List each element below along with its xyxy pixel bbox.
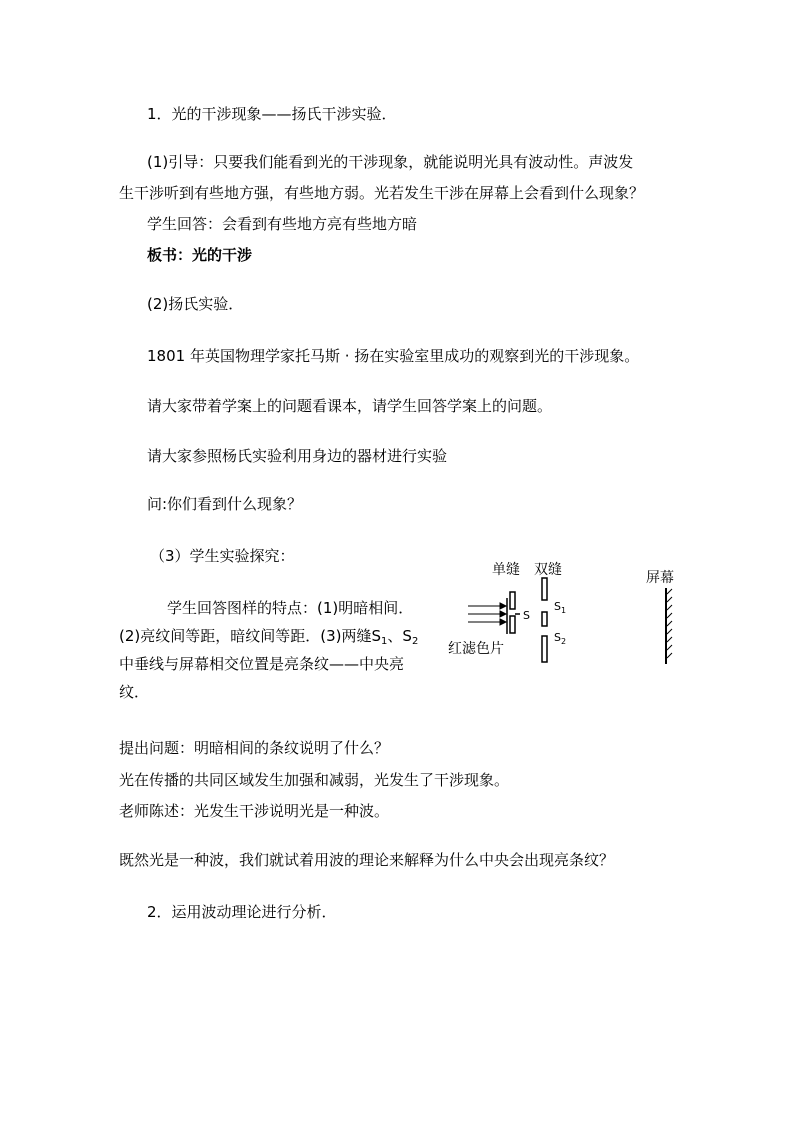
- ask-question: 提出问题：明暗相间的条纹说明了什么？: [119, 739, 390, 757]
- single-slit-label: 单缝: [492, 562, 520, 578]
- young-experiment-title: (2)扬氏实验．: [147, 295, 244, 313]
- s2-label: $S_2$: [554, 631, 567, 646]
- viewing-screen: [666, 588, 672, 664]
- since-wave-text: 既然光是一种波，我们就试着用波的理论来解释为什么中央会出现亮条纹？: [119, 851, 615, 869]
- question-text: 问:你们看到什么现象？: [147, 495, 303, 513]
- section-2-heading: 2．运用波动理论进行分析．: [147, 903, 337, 921]
- intro-line-1: (1)引导：只要我们能看到光的干涉现象，就能说明光具有波动性。声波发: [147, 153, 634, 171]
- explanation: 光在传播的共同区域发生加强和减弱，光发生了干涉现象。: [119, 771, 510, 789]
- s1-label: $S_1$: [554, 600, 567, 615]
- section-1-heading: 1．光的干涉现象——扬氏干涉实验．: [147, 105, 397, 123]
- read-book-text: 请大家带着学案上的问题看课本，请学生回答学案上的问题。: [147, 397, 553, 415]
- single-slit-plate: [510, 592, 520, 633]
- explore-title: （3）学生实验探究：: [150, 547, 295, 565]
- double-slit-label: 双缝: [534, 562, 562, 578]
- light-rays: [468, 603, 506, 625]
- pattern-answer: 学生回答图样的特点：(1)明暗相间．(2)亮纹间等距，暗纹间等距．(3)两缝$S_1$、$S_2$中垂线与屏幕相交位置是亮条纹——中央亮纹．: [119, 599, 419, 701]
- history-text: 1801 年英国物理学家托马斯 · 扬在实验室里成功的观察到光的干涉现象。: [147, 347, 640, 365]
- teacher-statement: 老师陈述：光发生干涉说明光是一种波。: [119, 802, 390, 820]
- intro-line-2: 生干涉听到有些地方强，有些地方弱。光若发生干涉在屏幕上会看到什么现象？: [119, 184, 645, 202]
- filter-label: 红滤色片: [448, 641, 504, 657]
- double-slit-plate: [542, 578, 547, 662]
- s-label: S: [523, 609, 530, 622]
- do-experiment-text: 请大家参照杨氏实验利用身边的器材进行实验: [147, 447, 448, 465]
- student-answer: 学生回答：会看到有些地方亮有些地方暗: [147, 215, 418, 233]
- board-note: 板书：光的干涉: [147, 246, 253, 264]
- double-slit-diagram: [440, 556, 700, 676]
- screen-label: 屏幕: [646, 570, 674, 586]
